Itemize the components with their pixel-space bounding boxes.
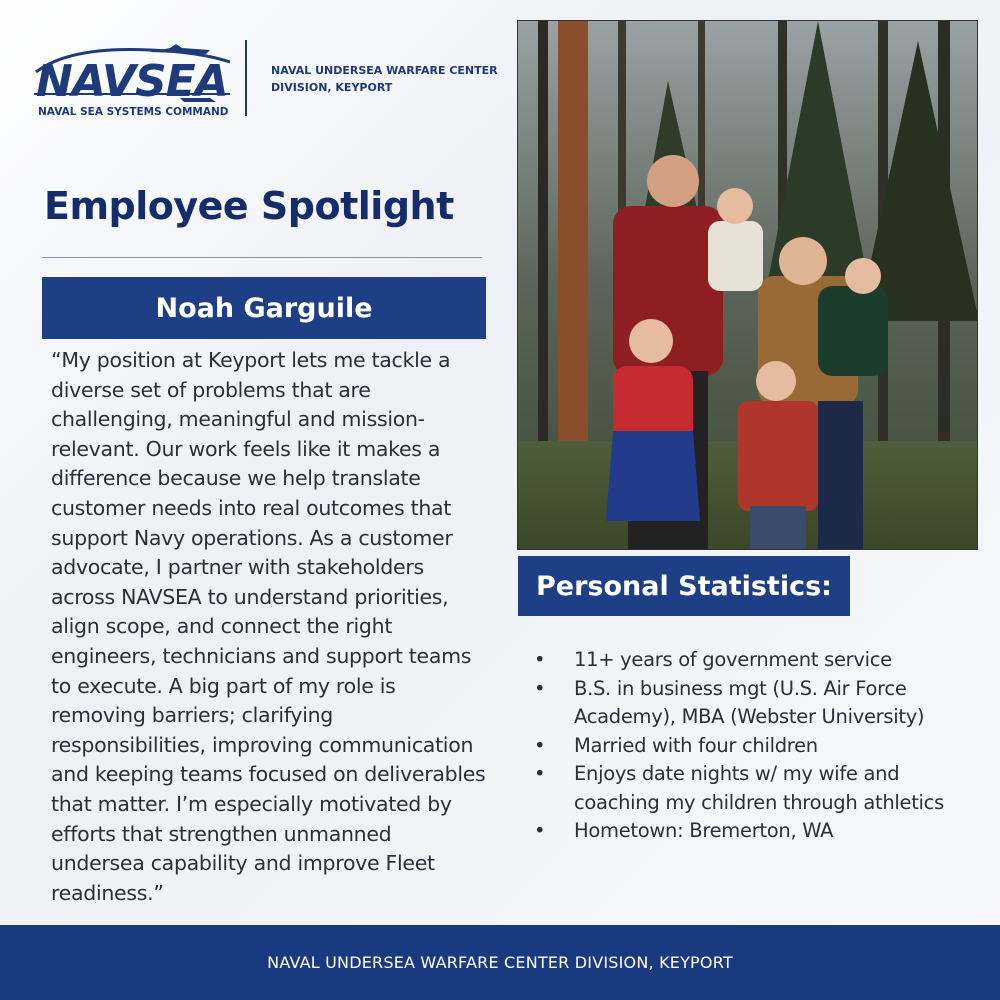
- family-photo: [517, 20, 978, 550]
- list-item: [534, 817, 974, 846]
- list-item: [534, 646, 974, 675]
- employee-quote: “My position at Keyport lets me tackle a diverse set of problems that are challenging, meaningful and mission-relevant. Our work feels like it makes a difference because we help translate customer needs into real outcomes that support Navy operations. As a customer advocate, I partner with stakeholders across NAVSEA to understand priorities, align scope, and connect the right engineers, technicians and support teams to execute. A big part of my role is removing barriers; clarifying responsibilities, improving communication and keeping teams focused on deliverables that matter. I’m especially motivated by efforts that strengthen unmanned undersea capability and improve Fleet readiness.”: [51, 348, 486, 905]
- stat-text: 11+ years of government service: [574, 648, 892, 671]
- personal-statistics-list: [534, 646, 974, 846]
- organization-name: [271, 62, 501, 96]
- family-photo-illustration: [518, 21, 978, 550]
- navsea-logo: [30, 38, 235, 123]
- logo-wordmark: NAVSEA: [36, 56, 228, 107]
- org-line-1: NAVAL UNDERSEA WARFARE CENTER: [271, 64, 498, 77]
- personal-statistics-heading: Personal Statistics:: [536, 570, 832, 602]
- stat-text: Enjoys date nights w/ my wife and coaching my children through athletics: [574, 762, 944, 814]
- logo-subtitle: NAVAL SEA SYSTEMS COMMAND: [38, 106, 229, 118]
- list-item: [534, 760, 974, 817]
- title-divider: [42, 257, 482, 258]
- stat-text: Hometown: Bremerton, WA: [574, 819, 834, 842]
- list-item: [534, 675, 974, 732]
- employee-name-banner: [42, 277, 486, 339]
- page-title: Employee Spotlight: [44, 184, 454, 228]
- bullet-icon: •: [534, 819, 546, 842]
- org-line-2: DIVISION, KEYPORT: [271, 81, 393, 94]
- bullet-icon: •: [534, 762, 546, 785]
- footer-bar: [0, 925, 1000, 1000]
- list-item: [534, 732, 974, 761]
- bullet-icon: •: [534, 648, 546, 671]
- footer-text: NAVAL UNDERSEA WARFARE CENTER DIVISION, KEYPORT: [267, 953, 733, 972]
- stat-text: Married with four children: [574, 733, 818, 757]
- header-divider: [245, 40, 247, 116]
- employee-name: Noah Garguile: [155, 292, 373, 324]
- personal-statistics-banner: [518, 556, 850, 616]
- bullet-icon: •: [534, 733, 546, 757]
- stat-text: B.S. in business mgt (U.S. Air Force Academy), MBA (Webster University): [574, 676, 925, 728]
- bullet-icon: •: [534, 676, 546, 700]
